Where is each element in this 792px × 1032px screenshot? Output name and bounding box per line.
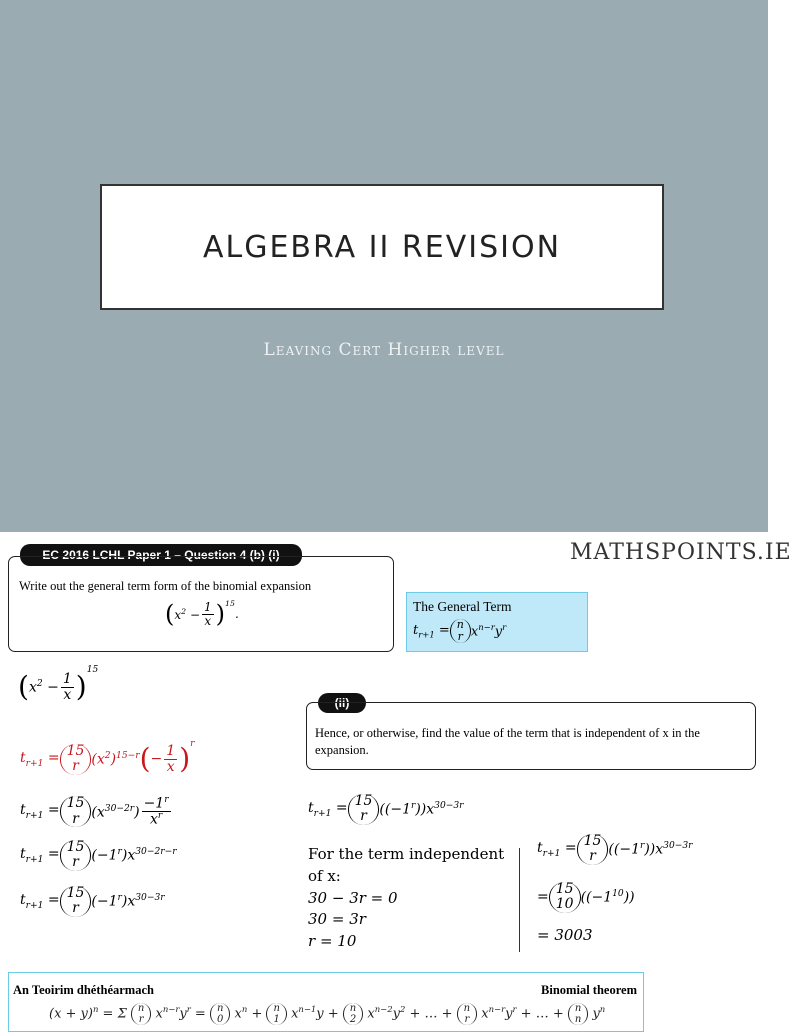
general-term-title: The General Term (413, 599, 512, 614)
equation-3: r = 10 (308, 932, 357, 950)
slide-title: ALGEBRA II REVISION (202, 229, 562, 265)
title-box (100, 184, 664, 310)
general-term-formula: $t_{r+1}$ = n r $x^{n-r}y^r$ (413, 618, 507, 644)
question-text: Write out the general term form of the binomial expansion (19, 579, 312, 593)
content-slide (0, 532, 792, 1025)
logo-text: MATHSPOINTS.IE (570, 540, 792, 565)
expansion-expression: ( $x^2$ − $\frac{1}{x}$ ) $^{15}$ (18, 665, 99, 704)
mathspoints-logo (570, 540, 792, 565)
term-formula: $t_{r+1}$ = 15 r $((-1^r))x^{30-3r}$ (308, 793, 464, 825)
binomial-theorem-panel (8, 972, 644, 1032)
independent-text-1: For the term independent (308, 845, 505, 863)
question-expression: ( $x^2$ − $\frac{1}{x}$ ) $^{15}$ . (165, 598, 239, 629)
general-term-step-1: $t_{r+1}$ = 15 r $(x^2)^{15-r}$ ( − $\frac{1}{x}$ ) $^r$ (20, 739, 195, 776)
question-tag: EC 2016 LCHL Paper 1 – Question 4 (b) (i) (20, 544, 302, 566)
equation-2: 30 = 3r (308, 910, 366, 929)
theorem-irish-title: An Teoirim dhéthéarmach (13, 983, 154, 997)
general-term-step-2: $t_{r+1}$ = 15 r $(x^{30-2r})$ $\frac{-1^r}{x^r}$ (20, 795, 169, 828)
independent-text-2: of x: (308, 866, 341, 885)
independent-working (308, 844, 504, 953)
part-ii-text: Hence, or otherwise, find the value of the term that is independent of x in the expansion. (315, 726, 700, 757)
slide-subtitle: Leaving Cert Higher level (263, 340, 505, 360)
equation-1: 30 − 3r = 0 (308, 888, 398, 907)
general-term-box (406, 592, 588, 652)
term-formula-right: $t_{r+1}$ = 15 r $((-1^r))x^{30-3r}$ (537, 833, 693, 865)
term-substitution: = 15 10 $((-1^{10}))$ (537, 881, 635, 913)
part-ii-box (306, 702, 756, 770)
vertical-divider (519, 848, 520, 952)
title-slide (0, 0, 768, 532)
general-term-step-3: $t_{r+1}$ = 15 r $(-1^r)x^{30-2r-r}$ (20, 839, 177, 871)
theorem-formula: $(x + y)^n = \Sigma$ n r $x^{n-r}y^r$ = n 0 $x^n$ + n 1 $x^{n-1}y$ + n 2 $x^{n-2}y^2$ + … + n r $x^{n-r}y^r$ + … + n n $y^n$ (49, 1003, 606, 1025)
part-ii-tag: (ii) (318, 693, 366, 713)
question-box (8, 556, 394, 652)
term-result: = 3003 (537, 926, 593, 944)
theorem-english-title: Binomial theorem (541, 983, 637, 997)
general-term-step-4: $t_{r+1}$ = 15 r $(-1^r)x^{30-3r}$ (20, 885, 165, 917)
